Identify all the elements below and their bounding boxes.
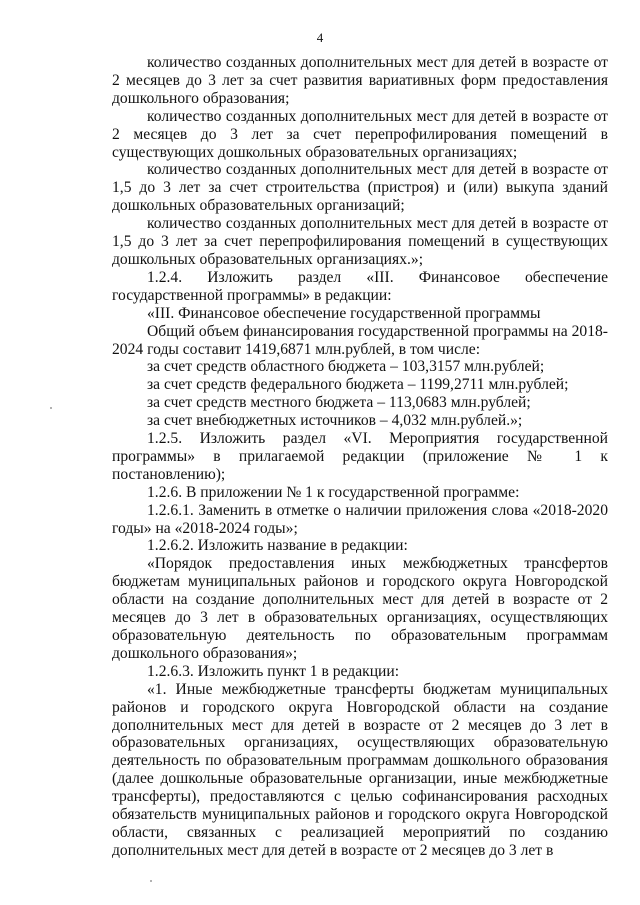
paragraph-item-1-2-6-2: 1.2.6.2. Изложить название в редакции:	[147, 537, 408, 555]
paragraph-indicator-repurposing-1-5y: количество созданных дополнительных мест для детей в возрасте от 1,5 до 3 лет за счет перепрофилирования помещений в существующих дошкольных образовательных организациях.»;	[112, 215, 608, 268]
paragraph-point-1: «1. Иные межбюджетные трансферты бюджетам муниципальных районов и городского округа Новгородской области на создание дополнительных мест для детей в возрасте от 2 месяцев до 3 лет в образовательных организациях, осуществляющих образовательную деятельность по образовательным программам дошкольного образования (далее дошкольные образовательные организации, иные межбюджетные трансферты), предоставляются с целью софинансирования расходных обязательств муниципальных районов и городского округа Новгородской области, связанных с реализацией мероприятий по созданию дополнительных мест для детей в возрасте от 2 месяцев до 3 лет в	[112, 680, 608, 859]
paragraph-item-1-2-6-3: 1.2.6.3. Изложить пункт 1 в редакции:	[147, 662, 400, 680]
paragraph-local-budget: за счет средств местного бюджета – 113,0683 млн.рублей;	[147, 394, 531, 412]
paragraph-regional-budget: за счет средств областного бюджета – 103,3157 млн.рублей;	[147, 358, 545, 376]
paragraph-item-1-2-6-1: 1.2.6.1. Заменить в отметке о наличии приложения слова «2018-2020 годы» на «2018-2024 годы»;	[112, 501, 608, 537]
scan-speck	[50, 407, 52, 409]
paragraph-extrabudgetary: за счет внебюджетных источников – 4,032 млн.рублей.»;	[147, 412, 523, 430]
paragraph-section-heading: «III. Финансовое обеспечение государственной программы	[147, 304, 541, 322]
paragraph-indicator-construction: количество созданных дополнительных мест для детей в возрасте от 1,5 до 3 лет за счет строительства (пристроя) и (или) выкупа зданий дошкольных образовательных организаций;	[112, 161, 608, 215]
paragraph-total-funding: Общий объем финансирования государственной программы на 2018-2024 годы составит 1419,6871 млн.рублей, в том числе:	[112, 322, 608, 358]
paragraph-item-1-2-6: 1.2.6. В приложении № 1 к государственной программе:	[147, 483, 520, 501]
document-body	[112, 54, 608, 860]
page-number: 4	[316, 30, 324, 45]
scan-speck	[150, 880, 152, 882]
paragraph-item-1-2-5: 1.2.5. Изложить раздел «VI. Мероприятия государственной программы» в прилагаемой редакции (приложение № 1 к постановлению);	[112, 430, 608, 483]
paragraph-indicator-repurposing-2m: количество созданных дополнительных мест для детей в возрасте от 2 месяцев до 3 лет за счет перепрофилирования помещений в существующих дошкольных образовательных организациях;	[112, 107, 608, 161]
paragraph-procedure-title: «Порядок предоставления иных межбюджетных трансфертов бюджетам муниципальных районов и городского округа Новгородской области на создание дополнительных мест для детей в возрасте от 2 месяцев до 3 лет в образовательных организациях, осуществляющих образовательную деятельность по образовательным программам дошкольного образования»;	[112, 555, 608, 662]
paragraph-indicator-variative-forms: количество созданных дополнительных мест для детей в возрасте от 2 месяцев до 3 лет за счет развития вариативных форм предоставления дошкольного образования;	[112, 54, 608, 107]
paragraph-federal-budget: за счет средств федерального бюджета – 1199,2711 млн.рублей;	[147, 376, 569, 394]
paragraph-item-1-2-4: 1.2.4. Изложить раздел «III. Финансовое обеспечение государственной программы» в редакции:	[112, 268, 608, 304]
